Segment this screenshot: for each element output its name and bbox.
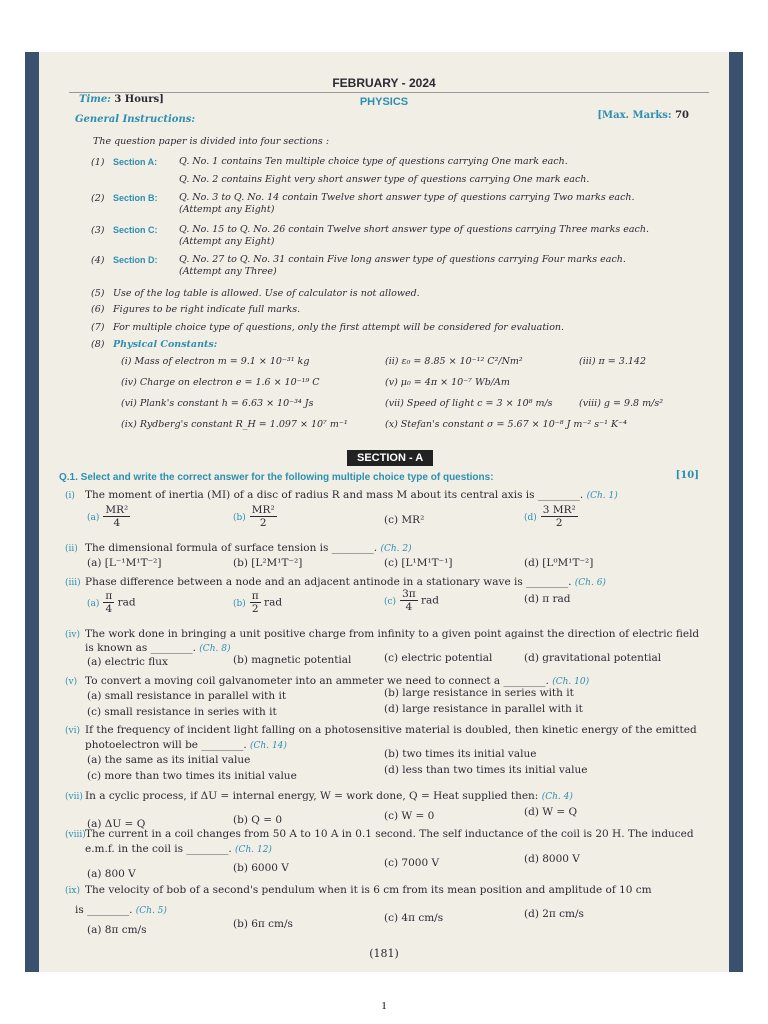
option-vi-a[interactable]: (a) the same as its initial value	[87, 754, 251, 766]
question-item-viii-line-2: e.m.f. in the coil is ________. (Ch. 12)	[85, 843, 272, 855]
time-label: Time:	[79, 94, 111, 105]
option-viii-b[interactable]: (b) 6000 V	[233, 862, 289, 874]
option-i-c[interactable]: (c) MR²	[384, 514, 425, 526]
option-iv-b[interactable]: (b) magnetic potential	[233, 654, 352, 666]
option-iii-d[interactable]: (d) π rad	[524, 593, 571, 605]
constant-10: (x) Stefan's constant σ = 5.67 × 10⁻⁸ J m⁻² s⁻¹ K⁻⁴	[385, 419, 627, 430]
option-vi-b[interactable]: (b) two times its initial value	[384, 748, 537, 760]
question-item-viii: (viii)The current in a coil changes from 50 A to 10 A in 0.1 second. The self inductance of the coil is 20 H. The induced	[65, 828, 694, 840]
option-ix-c[interactable]: (c) 4π cm/s	[384, 912, 444, 924]
instruction-rule-7: (7) For multiple choice type of questions, only the first attempt will be considered for evaluation.	[91, 322, 565, 333]
instruction-section-c: (3) Section C: Q. No. 15 to Q. No. 26 contain Twelve short answer type of questions carrying Three marks each. (Attempt any Eight)	[91, 224, 649, 247]
question-item-vi: (vi) If the frequency of incident light falling on a photosensitive material is doubled, then kinetic energy of the emitted	[65, 724, 697, 736]
option-v-b[interactable]: (b) large resistance in series with it	[384, 687, 574, 699]
exam-paper	[39, 52, 729, 972]
option-vi-c[interactable]: (c) more than two times its initial value	[87, 770, 297, 782]
question-item-iii: (iii) Phase difference between a node and an adjacent antinode in a stationary wave is ________. (Ch. 6)	[65, 576, 606, 588]
option-ii-c[interactable]: (c) [L¹M¹T⁻¹]	[384, 557, 453, 569]
option-vi-d[interactable]: (d) less than two times its initial value	[384, 764, 588, 776]
option-iv-c[interactable]: (c) electric potential	[384, 652, 493, 664]
option-i-b[interactable]: (b) $\frac{\text{MR²}}{2}$	[233, 504, 275, 529]
question-item-vi-line-2: photoelectron will be ________. (Ch. 14)	[85, 739, 287, 751]
marks-label: [Max. Marks:	[597, 110, 672, 121]
instruction-section-d: (4) Section D: Q. No. 27 to Q. No. 31 contain Five long answer type of questions carrying Four marks each. (Attempt any Three)	[91, 254, 626, 277]
option-ii-d[interactable]: (d) [L⁰M¹T⁻²]	[524, 557, 594, 569]
instruction-rule-5: (5) Use of the log table is allowed. Use of calculator is not allowed.	[91, 288, 420, 299]
constant-5: (v) μ₀ = 4π × 10⁻⁷ Wb/Am	[385, 377, 510, 388]
constant-7: (vii) Speed of light c = 3 × 10⁸ m/s	[385, 398, 553, 409]
constant-2: (ii) ε₀ = 8.85 × 10⁻¹² C²/Nm²	[385, 356, 523, 367]
option-ix-d[interactable]: (d) 2π cm/s	[524, 908, 584, 920]
option-vii-a[interactable]: (a) ΔU = Q	[87, 818, 146, 830]
option-viii-d[interactable]: (d) 8000 V	[524, 853, 580, 865]
option-iii-a[interactable]: (a) $\frac{\pi}{4}$ rad	[87, 590, 136, 615]
header-rule	[69, 92, 709, 93]
page-number: (181)	[369, 947, 399, 960]
question-1-heading: Q.1. Select and write the correct answer for the following multiple choice type of questions:	[59, 472, 494, 483]
exam-title: FEBRUARY - 2024	[332, 76, 436, 90]
photo-background	[25, 52, 743, 972]
option-iii-b[interactable]: (b) $\frac{\pi}{2}$ rad	[233, 590, 283, 615]
question-item-v: (v) To convert a moving coil galvanometer into an ammeter we need to connect a ________. (Ch. 10)	[65, 675, 590, 687]
question-item-ix-line-2: is ________. (Ch. 5)	[75, 904, 167, 916]
section-a-banner: SECTION - A	[347, 450, 433, 466]
constant-6: (vi) Plank's constant h = 6.63 × 10⁻³⁴ Js	[121, 398, 314, 409]
option-ii-a[interactable]: (a) [L⁻¹M¹T⁻²]	[87, 557, 162, 569]
option-iv-d[interactable]: (d) gravitational potential	[524, 652, 662, 664]
subject-title: PHYSICS	[359, 96, 409, 108]
question-item-iv: (iv) The work done in bringing a unit positive charge from infinity to a given point against the direction of electric field	[65, 628, 700, 640]
instructions-intro: The question paper is divided into four sections :	[93, 136, 330, 147]
option-v-a[interactable]: (a) small resistance in parallel with it	[87, 690, 287, 702]
option-vii-b[interactable]: (b) Q = 0	[233, 814, 283, 826]
instructions-title: General Instructions:	[75, 114, 196, 125]
constant-4: (iv) Charge on electron e = 1.6 × 10⁻¹⁹ C	[121, 377, 320, 388]
option-i-d[interactable]: (d) $\frac{\text{3 MR²}}{2}$	[524, 504, 576, 529]
constant-3: (iii) π = 3.142	[579, 356, 646, 367]
option-viii-a[interactable]: (a) 800 V	[87, 868, 136, 880]
time-value: 3 Hours]	[114, 94, 164, 105]
instruction-section-a: (1) Section A: Q. No. 1 contains Ten multiple choice type of questions carrying One mark each. Q. No. 2 contains Eight very short answer type of questions carrying One mark each.	[91, 156, 590, 185]
constant-9: (ix) Rydberg's constant R_H = 1.097 × 10⁷ m⁻¹	[121, 419, 348, 430]
option-ix-a[interactable]: (a) 8π cm/s	[87, 924, 147, 936]
max-marks	[597, 110, 689, 121]
constant-8: (viii) g = 9.8 m/s²	[579, 398, 664, 409]
question-item-iv-line-2: is known as ________. (Ch. 8)	[85, 642, 231, 654]
option-i-a[interactable]: (a) $\frac{\text{MR²}}{4}$	[87, 504, 129, 529]
document-page-number: 1	[381, 1000, 387, 1012]
question-item-ii: (ii) The dimensional formula of surface tension is ________. (Ch. 2)	[65, 542, 412, 554]
question-item-vii: (vii) In a cyclic process, if ΔU = internal energy, W = work done, Q = Heat supplied then: (Ch. 4)	[65, 790, 573, 802]
option-iii-c[interactable]: (c) $\frac{3\pi}{4}$ rad	[384, 588, 440, 613]
marks-value: 70	[675, 110, 689, 121]
option-vii-c[interactable]: (c) W = 0	[384, 810, 435, 822]
instruction-rule-6: (6) Figures to be right indicate full marks.	[91, 304, 301, 315]
question-item-ix: (ix) The velocity of bob of a second's pendulum when it is 6 cm from its mean position and amplitude of 10 cm	[65, 884, 652, 896]
instruction-section-b: (2) Section B: Q. No. 3 to Q. No. 14 contain Twelve short answer type of questions carrying Two marks each. (Attempt any Eight)	[91, 192, 635, 215]
option-vii-d[interactable]: (d) W = Q	[524, 806, 578, 818]
question-item-i: (i) The moment of inertia (MI) of a disc of radius R and mass M about its central axis is ________. (Ch. 1)	[65, 489, 618, 501]
option-ix-b[interactable]: (b) 6π cm/s	[233, 918, 293, 930]
option-v-c[interactable]: (c) small resistance in series with it	[87, 706, 277, 718]
physical-constants-title: (8) Physical Constants:	[91, 339, 218, 350]
constant-1: (i) Mass of electron m = 9.1 × 10⁻³¹ kg	[121, 356, 310, 367]
option-v-d[interactable]: (d) large resistance in parallel with it	[384, 703, 583, 715]
option-ii-b[interactable]: (b) [L²M¹T⁻²]	[233, 557, 303, 569]
option-iv-a[interactable]: (a) electric flux	[87, 656, 168, 668]
question-1-marks: [10]	[675, 470, 699, 481]
option-viii-c[interactable]: (c) 7000 V	[384, 857, 440, 869]
